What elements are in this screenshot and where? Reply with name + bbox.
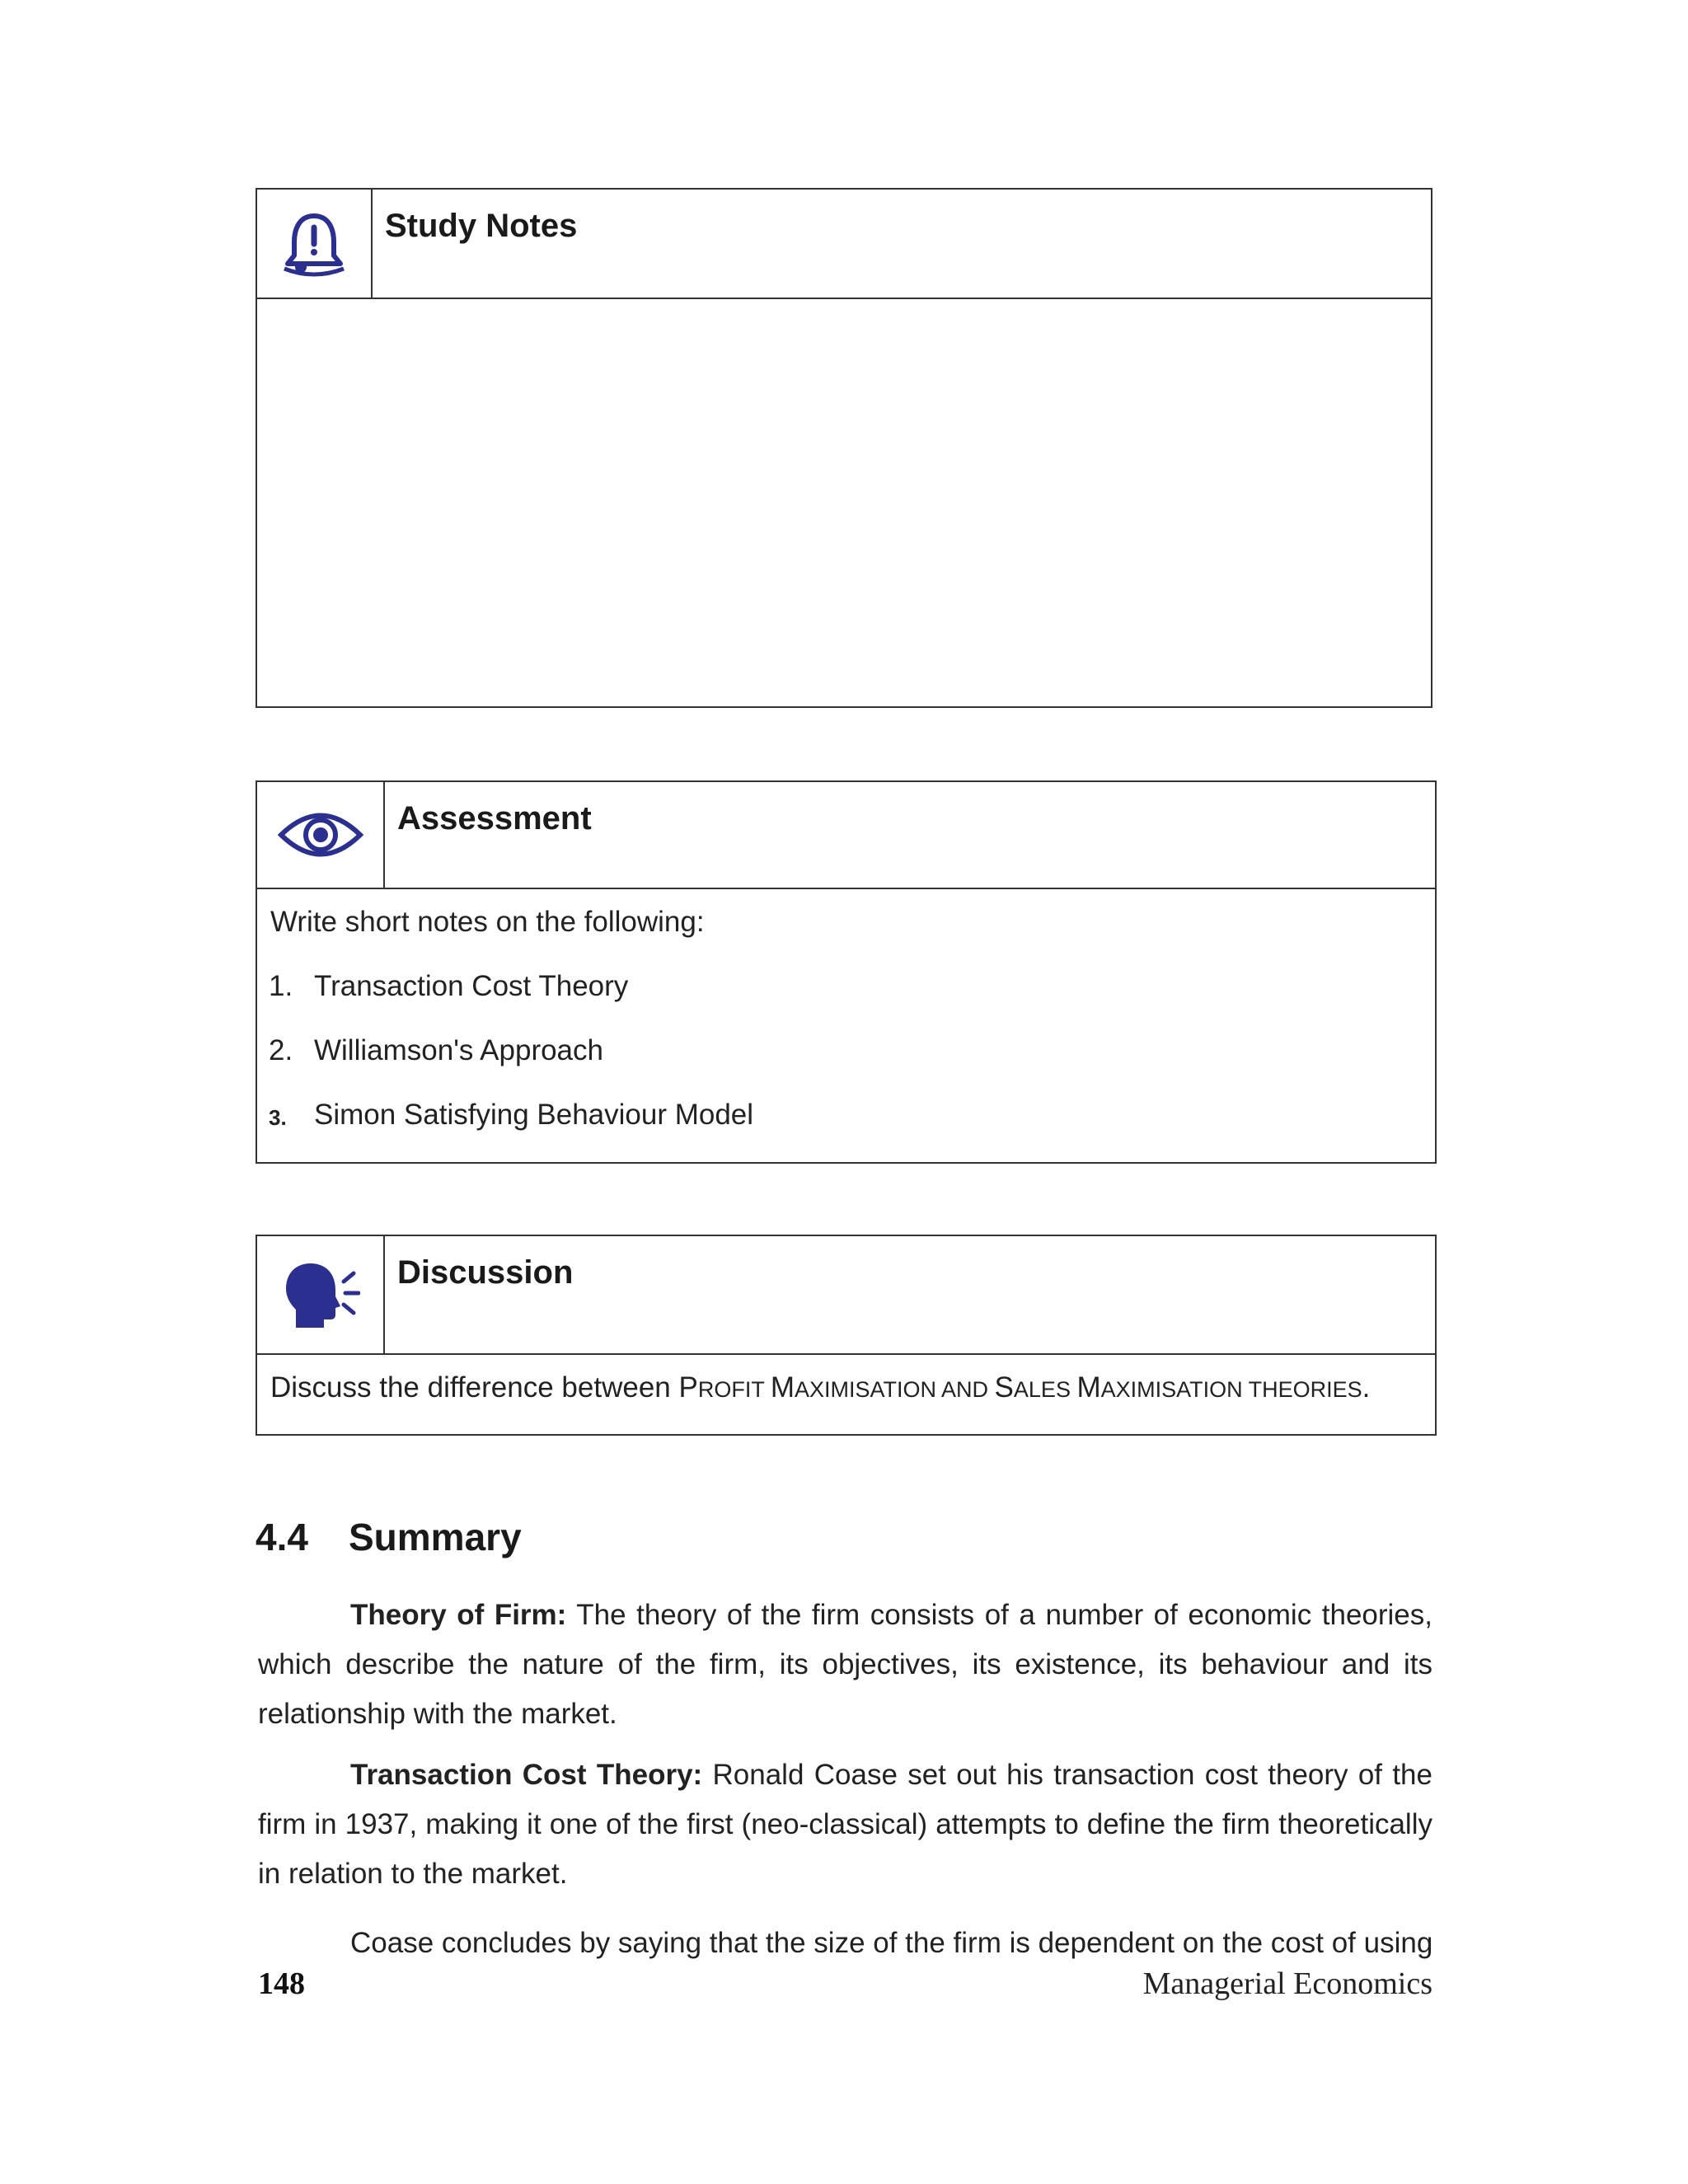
list-item-text: Transaction Cost Theory xyxy=(314,970,629,1002)
small-caps-initial: P xyxy=(678,1371,698,1404)
study-notes-box xyxy=(256,188,1432,708)
small-caps-initial: M xyxy=(770,1371,795,1404)
study-notes-writing-area[interactable] xyxy=(257,299,1431,706)
list-item-text: Simon Satisfying Behaviour Model xyxy=(314,1099,754,1131)
small-caps-initial: M xyxy=(1076,1371,1101,1404)
bell-alert-icon xyxy=(279,209,349,279)
small-caps-rest: ALES xyxy=(1013,1377,1077,1402)
page-number: 148 xyxy=(258,1966,305,2001)
book-title: Managerial Economics xyxy=(1142,1966,1432,2001)
discussion-box xyxy=(256,1235,1437,1436)
list-item-text: Williamson's Approach xyxy=(314,1034,603,1066)
section-heading-number: 4.4 xyxy=(256,1516,308,1558)
paragraph-text: Coase concludes by saying that the size of the firm is dependent on the cost of using xyxy=(350,1927,1433,1959)
summary-paragraph xyxy=(258,1750,1432,1899)
assessment-intro: Write short notes on the following: xyxy=(270,906,705,938)
summary-paragraph xyxy=(258,1919,1432,1968)
paragraph-lead: Theory of Firm: xyxy=(350,1599,567,1631)
discussion-text xyxy=(270,1371,1370,1404)
discussion-icon-cell xyxy=(257,1236,385,1353)
assessment-box xyxy=(256,780,1437,1164)
list-item-number: 2. xyxy=(269,1034,293,1066)
discussion-text-prefix: Discuss the difference between xyxy=(270,1371,679,1404)
section-heading-title: Summary xyxy=(349,1516,522,1558)
discussion-text-suffix: . xyxy=(1362,1371,1371,1404)
study-notes-icon-cell xyxy=(257,190,373,298)
study-notes-title: Study Notes xyxy=(385,208,578,244)
paragraph-lead: Transaction Cost Theory: xyxy=(350,1759,703,1791)
paragraph-text: The theory of the firm consists of a number of economic theories, which describe the nature of the firm, its objectives, its existence, its behaviour and its relationship with the market. xyxy=(258,1599,1432,1730)
study-notes-header xyxy=(257,190,1431,299)
speaking-head-icon xyxy=(281,1260,360,1329)
small-caps-rest: AXIMISATION AND xyxy=(795,1377,995,1402)
small-caps-initial: S xyxy=(994,1371,1014,1404)
eye-icon xyxy=(278,806,363,864)
discussion-body xyxy=(257,1355,1435,1434)
discussion-header xyxy=(257,1236,1435,1355)
assessment-icon-cell xyxy=(257,782,385,888)
assessment-title: Assessment xyxy=(397,800,592,837)
list-item-number: 1. xyxy=(269,970,293,1002)
summary-paragraph xyxy=(258,1591,1432,1739)
assessment-header xyxy=(257,782,1435,889)
small-caps-rest: ROFIT xyxy=(697,1377,771,1402)
assessment-body xyxy=(257,889,1435,1162)
list-item-number: 3. xyxy=(269,1105,287,1130)
paragraph-text: Ronald Coase set out his transaction cost theory of the firm in 1937, making it one of the first (neo-classical) attempts to define the firm theoretically in relation to the market. xyxy=(258,1759,1432,1890)
discussion-title: Discussion xyxy=(397,1254,574,1291)
small-caps-rest: AXIMISATION THEORIES xyxy=(1100,1377,1362,1402)
